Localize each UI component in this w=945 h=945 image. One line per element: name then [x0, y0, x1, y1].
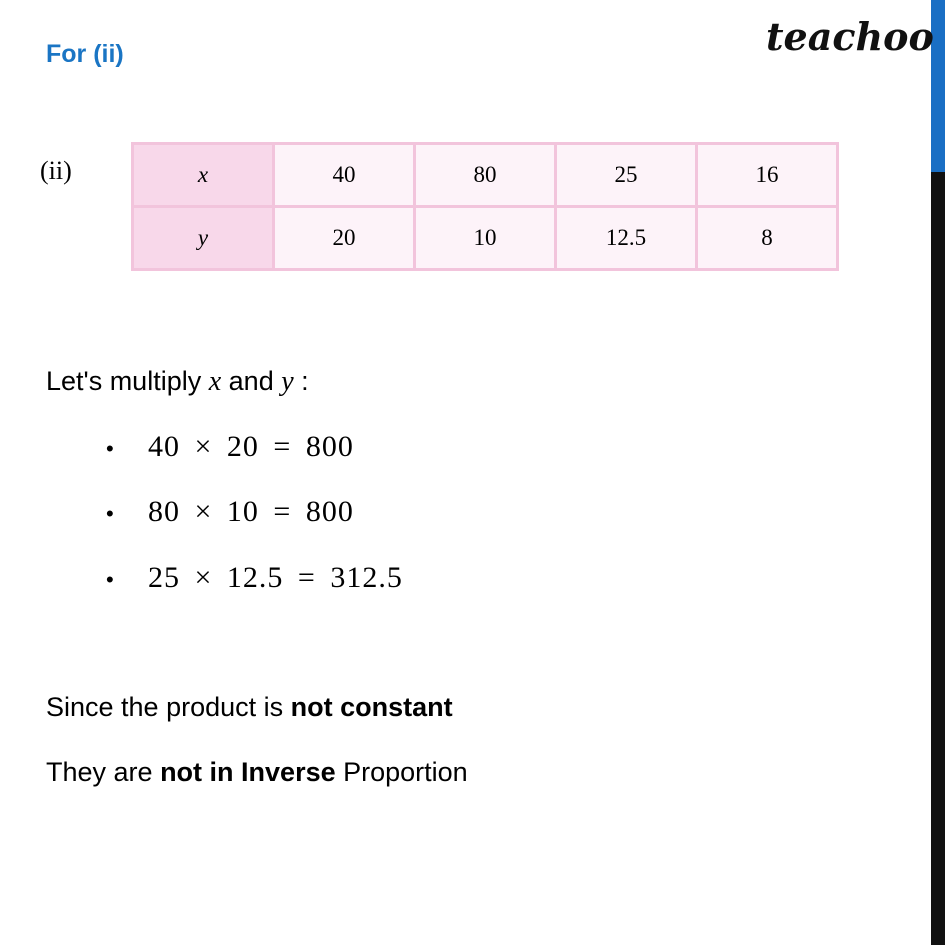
table-cell: 12.5: [556, 207, 697, 270]
bullet-icon: •: [106, 567, 114, 593]
bullet-icon: •: [106, 501, 114, 527]
table-cell: 16: [697, 144, 838, 207]
conclusion1-bold: not constant: [290, 692, 453, 722]
product-equation: 40 × 20 = 800: [148, 430, 354, 463]
bullet-icon: •: [106, 436, 114, 462]
intro-var-y: y: [281, 366, 294, 397]
product-equation: 80 × 10 = 800: [148, 495, 354, 528]
list-item: [106, 430, 354, 464]
teachoo-logo: teachoo: [766, 14, 934, 59]
intro-mid: and: [221, 366, 282, 396]
table-cell: 8: [697, 207, 838, 270]
intro-var-x: x: [208, 366, 222, 397]
table-cell: 25: [556, 144, 697, 207]
product-equation: 25 × 12.5 = 312.5: [148, 561, 403, 594]
conclusion-line-2: [46, 757, 468, 788]
conclusion-line-1: [46, 692, 453, 723]
list-item: [106, 495, 354, 529]
table-row-x: [133, 144, 838, 207]
row-head-y: y: [133, 207, 274, 270]
row-head-x: x: [133, 144, 274, 207]
intro-suffix: :: [293, 366, 309, 396]
conclusion2-bold: not in Inverse: [160, 757, 336, 787]
table-label: (ii): [40, 156, 72, 185]
table-cell: 80: [415, 144, 556, 207]
section-heading: For (ii): [46, 40, 124, 68]
conclusion2-prefix: They are: [46, 757, 161, 787]
conclusion1-prefix: Since the product is: [46, 692, 291, 722]
conclusion2-suffix: Proportion: [335, 757, 468, 787]
intro-line: [46, 366, 309, 398]
table-cell: 40: [274, 144, 415, 207]
table-row-y: [133, 207, 838, 270]
table-cell: 10: [415, 207, 556, 270]
table-cell: 20: [274, 207, 415, 270]
intro-prefix: Let's multiply: [46, 366, 209, 396]
xy-table: [131, 142, 839, 271]
list-item: [106, 561, 403, 595]
